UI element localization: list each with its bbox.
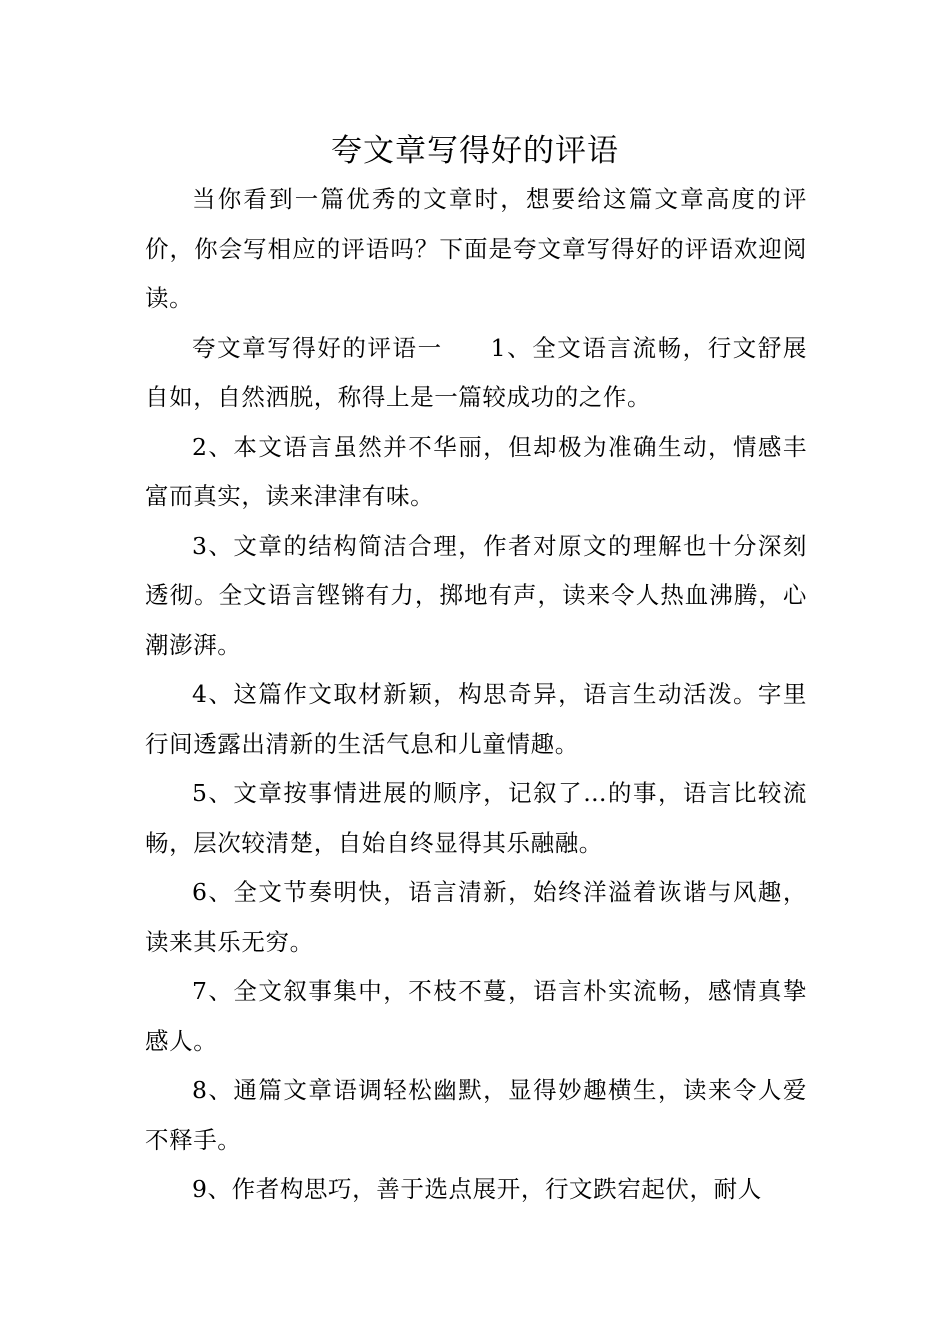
comment-item-1: 1、全文语言流畅，行文舒展自如，自然洒脱，称得上是一篇较成功的之作。 [145, 333, 807, 411]
document-body [145, 175, 807, 1215]
comment-item-2: 2、本文语言虽然并不华丽，但却极为准确生动，情感丰富而真实，读来津津有味。 [145, 432, 807, 510]
section-1-paragraph [145, 324, 807, 423]
comment-item-4: 4、这篇作文取材新颖，构思奇异，语言生动活泼。字里行间透露出清新的生活气息和儿童情趣。 [145, 680, 807, 758]
intro-paragraph: 当你看到一篇优秀的文章时，想要给这篇文章高度的评价，你会写相应的评语吗？下面是夸文章写得好的评语欢迎阅读。 [145, 185, 807, 312]
comment-item-8: 8、通篇文章语调轻松幽默，显得妙趣横生，读来令人爱不释手。 [145, 1076, 807, 1154]
comment-item-5: 5、文章按事情进展的顺序，记叙了…的事，语言比较流畅，层次较清楚，自始自终显得其乐融融。 [145, 779, 807, 857]
section-heading: 夸文章写得好的评语一 [192, 333, 443, 362]
document-title: 夸文章写得好的评语 [331, 133, 619, 169]
comment-item-9: 9、作者构思巧，善于选点展开，行文跌宕起伏，耐人 [192, 1175, 762, 1203]
comment-item-6: 6、全文节奏明快，语言清新，始终洋溢着诙谐与风趣，读来其乐无穷。 [145, 878, 807, 956]
comment-item-3: 3、文章的结构简洁合理，作者对原文的理解也十分深刻透彻。全文语言铿锵有力，掷地有声，读来令人热血沸腾，心潮澎湃。 [145, 531, 807, 659]
comment-item-7: 7、全文叙事集中，不枝不蔓，语言朴实流畅，感情真挚感人。 [145, 977, 807, 1055]
